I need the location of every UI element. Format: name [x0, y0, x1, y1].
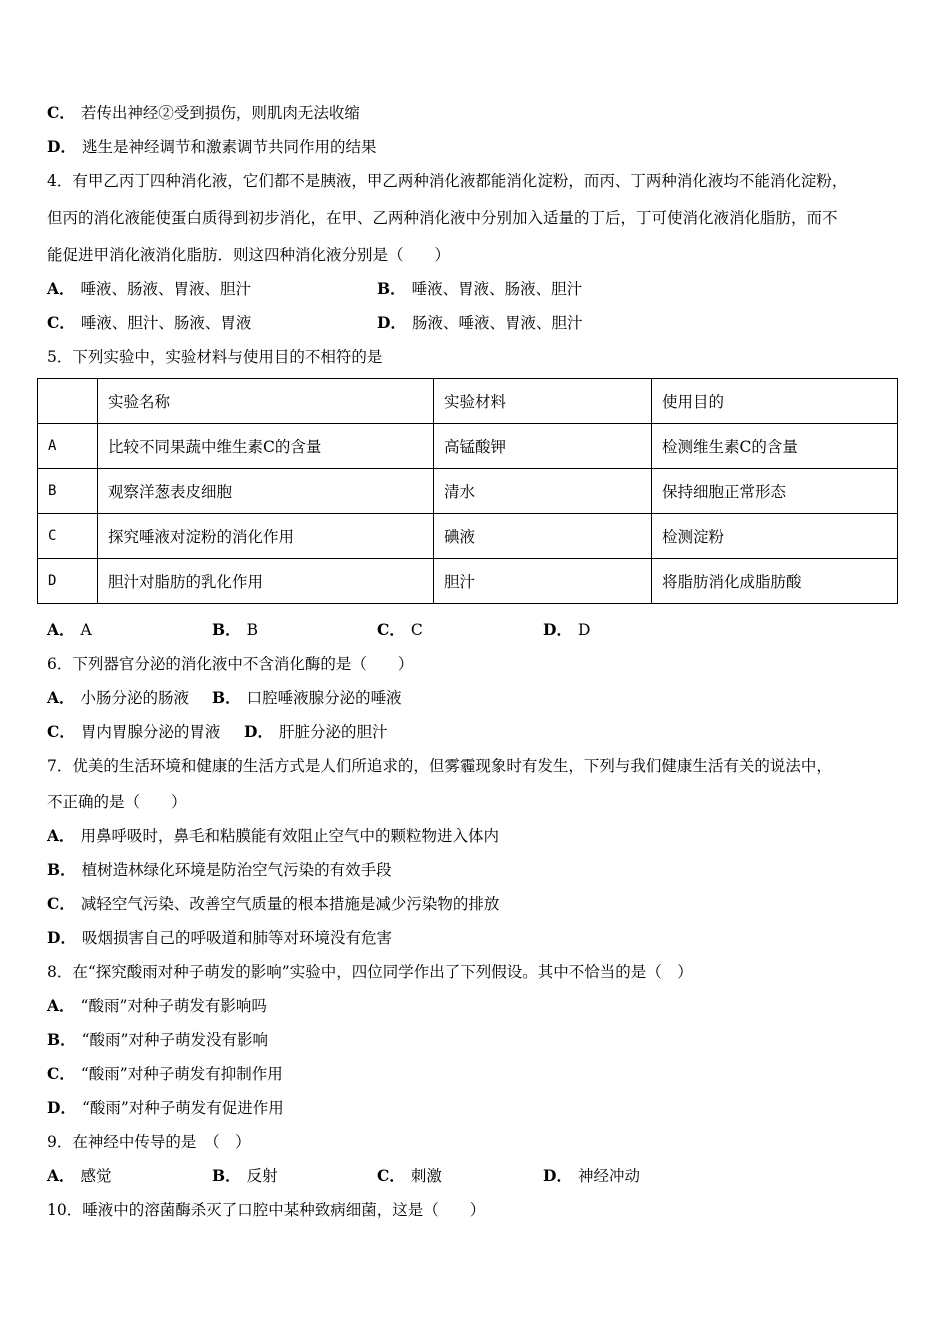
table-header-cell: 实验材料: [434, 379, 652, 424]
q9-option-b: [212, 1166, 278, 1186]
q4-stem-line-2: 但丙的消化液能使蛋白质得到初步消化，在甲、乙两种消化液中分别加入适量的丁后，丁可使消化液消化脂肪，而不: [47, 209, 838, 227]
table-row: [38, 514, 898, 559]
q4-option-a: [47, 279, 251, 299]
table-cell: 高锰酸钾: [434, 424, 652, 469]
option-label: A．: [47, 688, 75, 707]
option-label: B．: [377, 279, 406, 298]
option-label: B．: [212, 688, 241, 707]
option-text: “酸雨”对种子萌发有抑制作用: [80, 1065, 283, 1083]
option-text: A: [80, 621, 92, 639]
q7-option-d: [47, 928, 392, 948]
option-label: A．: [47, 1166, 75, 1185]
option-text: 植树造林绿化环境是防治空气污染的有效手段: [81, 861, 392, 879]
option-text: 用鼻呼吸时，鼻毛和粘膜能有效阻止空气中的颗粒物进入体内: [80, 827, 500, 845]
q6-option-d: [244, 722, 387, 742]
q10-stem: 10．唾液中的溶菌酶杀灭了口腔中某种致病细菌，这是（ ）: [47, 1201, 486, 1219]
q8-stem: 8．在“探究酸雨对种子萌发的影响”实验中，四位同学作出了下列假设。其中不恰当的是（ ）: [47, 963, 693, 981]
q9-option-c: [377, 1166, 442, 1186]
option-label: D．: [47, 928, 76, 947]
table-cell: A: [38, 424, 98, 469]
table-cell: 检测维生素C的含量: [652, 424, 898, 469]
q8-option-a: [47, 996, 267, 1016]
option-text: 肝脏分泌的胆汁: [278, 723, 388, 741]
q4-option-d: [377, 313, 582, 333]
table-cell: 检测淀粉: [652, 514, 898, 559]
q4-stem-line-3: 能促进甲消化液消化脂肪．则这四种消化液分别是（ ）: [47, 246, 451, 264]
q9-option-a: [47, 1166, 112, 1186]
option-text: “酸雨”对种子萌发没有影响: [81, 1031, 268, 1049]
option-text: 神经冲动: [577, 1167, 640, 1185]
option-label: D．: [244, 722, 273, 741]
q4-option-b: [377, 279, 582, 299]
table-cell: 探究唾液对淀粉的消化作用: [98, 514, 434, 559]
option-text: 胃内胃腺分泌的胃液: [80, 723, 221, 741]
q7-option-b: [47, 860, 392, 880]
q6-stem: 6．下列器官分泌的消化液中不含消化酶的是（ ）: [47, 655, 414, 673]
option-label: A．: [47, 996, 75, 1015]
q5-option-a: [47, 620, 92, 640]
table-row: [38, 469, 898, 514]
table-cell: 胆汁对脂肪的乳化作用: [98, 559, 434, 604]
q3-option-c: [47, 103, 360, 123]
option-label: C．: [47, 103, 75, 122]
q6-option-c: [47, 722, 220, 742]
q5-option-c: [377, 620, 423, 640]
option-label: B．: [212, 1166, 241, 1185]
q7-option-a: [47, 826, 499, 846]
table-cell: 将脂肪消化成脂肪酸: [652, 559, 898, 604]
option-text: C: [410, 621, 423, 639]
q3-option-d: [47, 137, 376, 157]
option-label: C．: [377, 620, 405, 639]
q4-stem-line-1: 4．有甲乙丙丁四种消化液，它们都不是胰液，甲乙两种消化液都能消化淀粉，而丙、丁两种消化液均不能消化淀粉，: [47, 172, 848, 190]
option-text: “酸雨”对种子萌发有促进作用: [81, 1099, 284, 1117]
table-cell: 观察洋葱表皮细胞: [98, 469, 434, 514]
table-cell: 比较不同果蔬中维生素C的含量: [98, 424, 434, 469]
q5-option-d: [543, 620, 590, 640]
option-text: “酸雨”对种子萌发有影响吗: [80, 997, 267, 1015]
option-label: A．: [47, 826, 75, 845]
q6-option-a: [47, 688, 189, 708]
option-text: 小肠分泌的肠液: [80, 689, 190, 707]
table-cell: 胆汁: [434, 559, 652, 604]
option-label: C．: [377, 1166, 405, 1185]
option-text: 唾液、胆汁、肠液、胃液: [80, 314, 252, 332]
option-label: D．: [543, 1166, 572, 1185]
option-label: A．: [47, 279, 75, 298]
option-label: D．: [377, 313, 406, 332]
q8-option-b: [47, 1030, 268, 1050]
table-cell: D: [38, 559, 98, 604]
q9-stem: 9．在神经中传导的是 （ ）: [47, 1133, 251, 1151]
q7-stem-line-2: 不正确的是（ ）: [47, 793, 187, 811]
q8-option-d: [47, 1098, 284, 1118]
table-row: [38, 424, 898, 469]
option-label: D．: [543, 620, 572, 639]
option-label: D．: [47, 1098, 76, 1117]
q8-option-c: [47, 1064, 283, 1084]
option-text: D: [577, 621, 591, 639]
option-label: B．: [212, 620, 241, 639]
q5-stem: 5．下列实验中，实验材料与使用目的不相符的是: [47, 348, 383, 366]
q7-option-c: [47, 894, 499, 914]
option-text: 吸烟损害自己的呼吸道和肺等对环境没有危害: [81, 929, 392, 947]
option-text: 刺激: [410, 1167, 442, 1185]
table-row: [38, 559, 898, 604]
option-text: 逃生是神经调节和激素调节共同作用的结果: [81, 138, 377, 156]
table-cell: 保持细胞正常形态: [652, 469, 898, 514]
option-text: 感觉: [80, 1167, 112, 1185]
table-header-row: [38, 379, 898, 424]
q6-option-b: [212, 688, 402, 708]
option-label: D．: [47, 137, 76, 156]
q7-stem-line-1: 7．优美的生活环境和健康的生活方式是人们所追求的，但雾霾现象时有发生，下列与我们健康生活有关的说法中，: [47, 757, 832, 775]
q9-option-d: [543, 1166, 640, 1186]
table-header-cell: 使用目的: [652, 379, 898, 424]
option-text: 若传出神经②受到损伤，则肌肉无法收缩: [80, 104, 360, 122]
option-text: 减轻空气污染、改善空气质量的根本措施是减少污染物的排放: [80, 895, 500, 913]
table-cell: 清水: [434, 469, 652, 514]
option-text: 肠液、唾液、胃液、胆汁: [411, 314, 583, 332]
option-text: 反射: [246, 1167, 278, 1185]
option-label: B．: [47, 860, 76, 879]
option-label: B．: [47, 1030, 76, 1049]
option-label: C．: [47, 313, 75, 332]
q5-option-b: [212, 620, 258, 640]
experiment-table: [37, 378, 898, 604]
table-cell: C: [38, 514, 98, 559]
option-label: C．: [47, 894, 75, 913]
option-label: A．: [47, 620, 75, 639]
table-cell: 碘液: [434, 514, 652, 559]
table-header-cell: [38, 379, 98, 424]
option-label: C．: [47, 722, 75, 741]
option-text: 口腔唾液腺分泌的唾液: [246, 689, 402, 707]
q4-option-c: [47, 313, 251, 333]
table-header-cell: 实验名称: [98, 379, 434, 424]
option-text: 唾液、胃液、肠液、胆汁: [411, 280, 583, 298]
option-label: C．: [47, 1064, 75, 1083]
option-text: 唾液、肠液、胃液、胆汁: [80, 280, 252, 298]
option-text: B: [246, 621, 258, 639]
table-cell: B: [38, 469, 98, 514]
